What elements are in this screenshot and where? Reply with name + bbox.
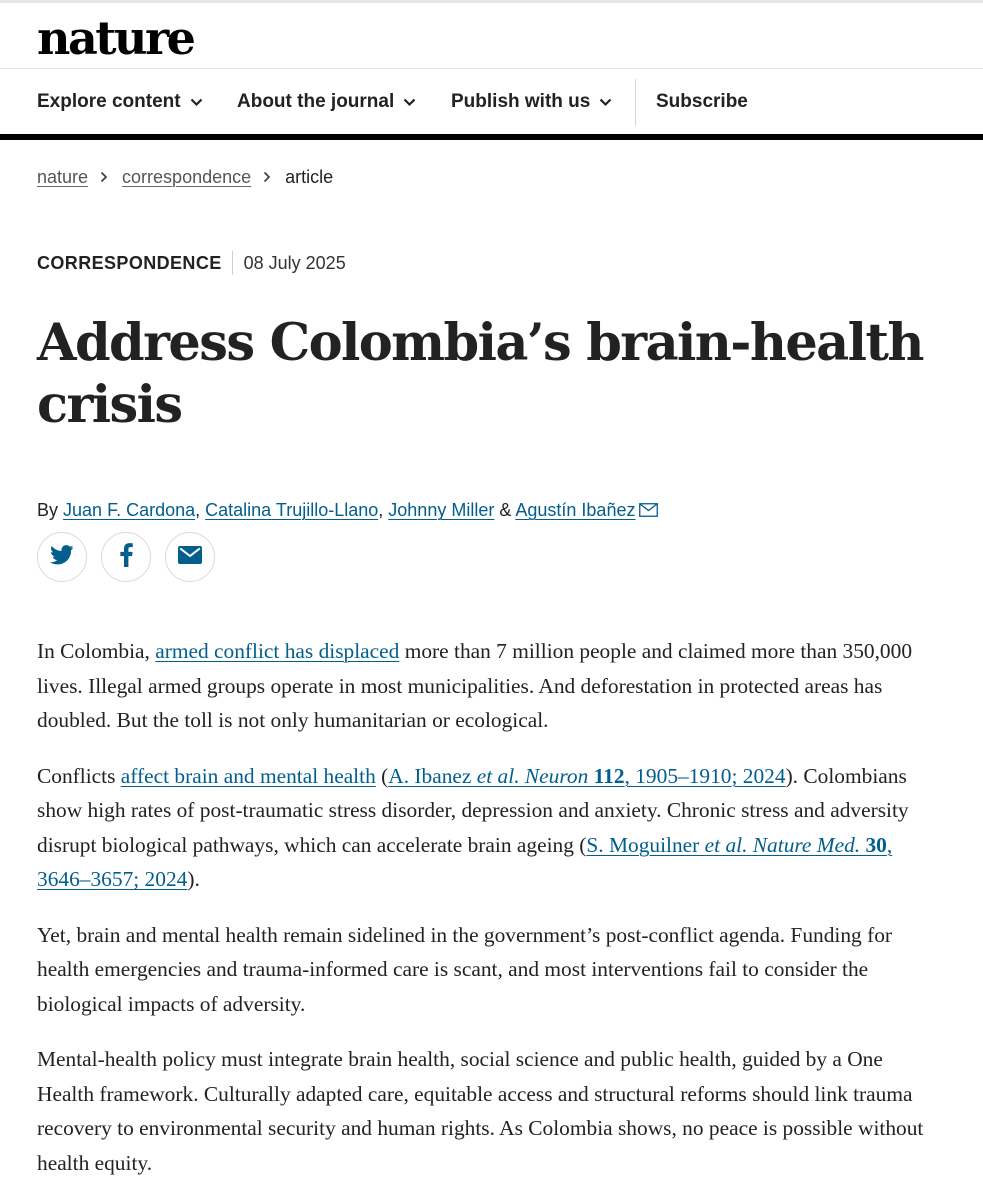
author-link[interactable]: Catalina Trujillo-Llano	[205, 500, 379, 520]
by-label: By	[37, 500, 59, 520]
author-link[interactable]: Juan F. Cardona	[63, 500, 196, 520]
ref1-author: A. Ibanez	[388, 763, 477, 788]
nav-subscribe[interactable]	[656, 69, 748, 135]
article-meta	[37, 250, 346, 276]
author-separator: ,	[195, 500, 201, 520]
p1-text-end: more than 7 million people and claimed more than 350,000 lives. Illegal armed groups operate in most municipalities. And deforestation in protected areas has doubled. But the toll is not only humanitarian or ecological.	[37, 639, 913, 732]
chevron-right-icon	[100, 171, 108, 183]
share-twitter-button[interactable]	[37, 532, 87, 582]
ref1-journal: Neuron	[519, 763, 594, 788]
ref1-volume: 112	[593, 763, 625, 788]
ref2-pages: , 3646–3657; 2024	[37, 832, 893, 891]
nav-subscribe-label: Subscribe	[656, 91, 748, 112]
p1-text-start: In Colombia,	[37, 639, 156, 663]
paragraph-3: Yet, brain and mental health remain sidelined in the government’s post-conflict agenda. Funding for health emergencies and trauma-informed care is scant, and most interventions fail to consider the biological impacts of adversity.	[37, 922, 893, 1016]
p2-text-middle: ). Colombians show high rates of post-traumatic stress disorder, depression and anxiety. Chronic stress and adversity disrupt biological pathways, which can accelerate brain ageing (	[37, 763, 909, 857]
nav-publish-with-us[interactable]	[451, 69, 612, 135]
share-email-button[interactable]	[165, 532, 215, 582]
breadcrumb-current: article	[285, 166, 334, 187]
ref2-etal: et al.	[704, 832, 748, 857]
paragraph-1	[37, 634, 942, 738]
nature-logo[interactable]: nature	[37, 11, 194, 65]
nav-publish-with-us-label: Publish with us	[451, 91, 591, 112]
breadcrumb-nature[interactable]: nature	[37, 166, 89, 187]
email-icon	[178, 546, 202, 569]
ref1-etal: et al.	[476, 763, 520, 788]
nav-about-journal-label: About the journal	[237, 91, 395, 112]
breadcrumb	[37, 165, 333, 189]
p2-text-end: ).	[187, 867, 200, 891]
ref1-pages: , 1905–1910; 2024	[624, 763, 786, 788]
ref2-volume: 30	[865, 832, 887, 857]
author-separator: ,	[378, 500, 384, 520]
chevron-down-icon	[599, 96, 612, 109]
nav-about-journal[interactable]	[237, 69, 416, 135]
author-link-corresponding[interactable]: Agustín Ibañez	[515, 500, 636, 520]
breadcrumb-correspondence[interactable]: correspondence	[122, 166, 252, 187]
share-facebook-button[interactable]	[101, 532, 151, 582]
paragraph-4: Mental-health policy must integrate brain health, social science and public health, guided by a One Health framework. Culturally adapted care, equitable access and structural reforms should link trauma recovery to environmental security and human rights. As Colombia shows, no peace is possible without health equity.	[37, 1047, 924, 1175]
nav-explore-content[interactable]	[37, 69, 203, 135]
ref2-journal: Nature Med.	[747, 832, 866, 857]
chevron-down-icon	[190, 96, 203, 109]
article-type: CORRESPONDENCE	[37, 252, 222, 273]
author-link[interactable]: Johnny Miller	[388, 500, 495, 520]
link-armed-conflict[interactable]: armed conflict has displaced	[155, 639, 400, 663]
main-nav	[0, 69, 983, 135]
p2-paren-open: (	[375, 763, 389, 788]
top-border	[0, 0, 983, 3]
author-separator: &	[499, 500, 512, 520]
nav-separator	[635, 79, 636, 126]
chevron-down-icon	[403, 96, 416, 109]
reference-link-ibanez[interactable]	[388, 764, 785, 788]
meta-separator	[232, 251, 233, 275]
nav-bottom-bar	[0, 134, 983, 140]
article-date: 08 July 2025	[243, 252, 346, 273]
author-list	[37, 497, 658, 524]
nav-explore-content-label: Explore content	[37, 91, 181, 112]
twitter-icon	[50, 545, 74, 570]
article-body	[37, 634, 942, 1200]
chevron-right-icon	[263, 171, 271, 183]
p2-text-start: Conflicts	[37, 763, 121, 788]
envelope-icon[interactable]	[639, 498, 658, 524]
facebook-icon	[120, 543, 133, 572]
paragraph-2	[37, 759, 942, 897]
link-brain-mental-health[interactable]: affect brain and mental health	[120, 763, 376, 788]
article-title: Address Colombia’s brain-health crisis	[37, 313, 923, 435]
ref2-author: S. Moguilner	[586, 832, 705, 857]
